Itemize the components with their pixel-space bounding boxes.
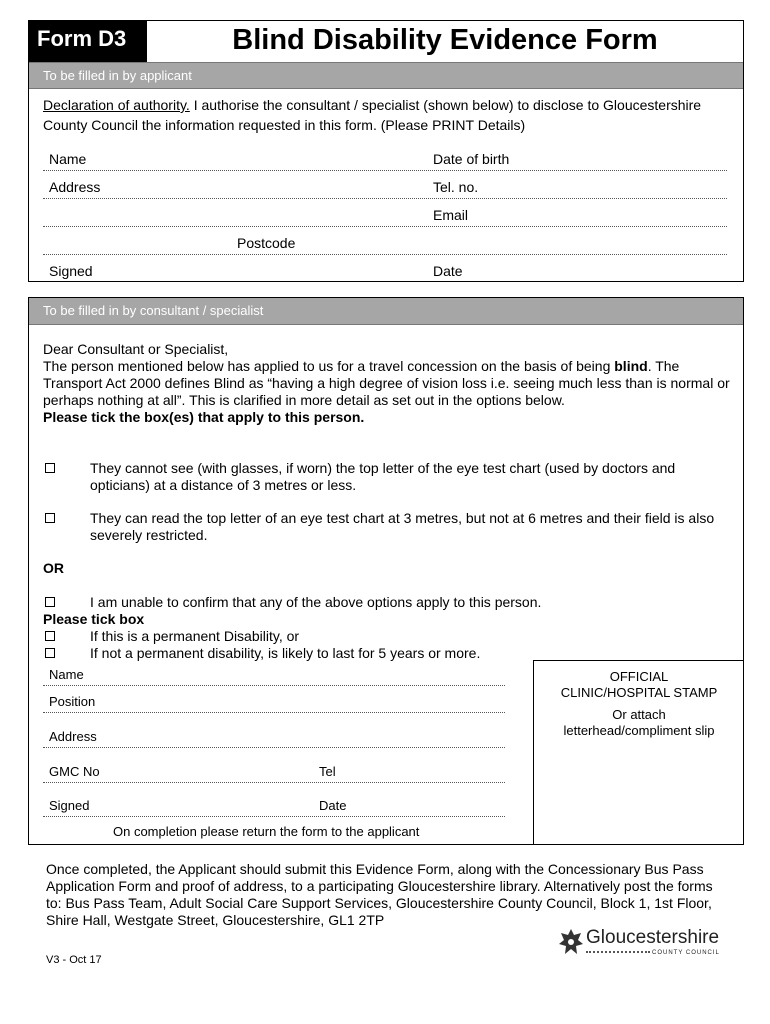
consultant-signed-field[interactable]: Signed — [49, 798, 90, 813]
consultant-row-signed — [43, 795, 505, 817]
consultant-date-field[interactable]: Date — [319, 798, 347, 813]
applicant-row-address — [43, 177, 727, 199]
applicant-postcode-field[interactable]: Postcode — [237, 235, 296, 251]
applicant-name-field[interactable]: Name — [49, 151, 87, 167]
form-code: Form D3 — [29, 21, 147, 62]
consultant-position-field[interactable]: Position — [49, 694, 96, 709]
stamp-alt: Or attach letterhead/compliment slip — [563, 707, 715, 738]
option-2-checkbox[interactable] — [45, 513, 55, 523]
duration-temporary-checkbox[interactable] — [45, 648, 55, 658]
declaration — [43, 95, 733, 135]
stamp-box — [533, 660, 744, 845]
duration-temporary-text: If not a permanent disability, is likely to last for 5 years or more. — [90, 645, 481, 661]
stamp-subtitle: CLINIC/HOSPITAL STAMP — [560, 685, 718, 700]
declaration-text: I authorise the consultant / specialist (shown below) to disclose to Gloucestershire County Council the information requested in this form. (Please PRINT Details) — [43, 97, 702, 133]
applicant-address-field[interactable]: Address — [49, 179, 101, 195]
option-1-text: They cannot see (with glasses, if worn) the top letter of the eye test chart (used by doctors and opticians) at a distance of 3 metres or less. — [90, 460, 676, 493]
duration-permanent — [43, 628, 733, 645]
page-title: Blind Disability Evidence Form — [232, 24, 658, 56]
council-logo — [558, 927, 733, 961]
consultant-address-field[interactable]: Address — [49, 729, 97, 744]
consultant-row-gmc — [43, 761, 505, 783]
applicant-section — [28, 20, 744, 282]
logo-name: Gloucestershire — [586, 927, 720, 948]
option-1-checkbox[interactable] — [45, 463, 55, 473]
applicant-signed-field[interactable]: Signed — [49, 263, 93, 279]
consultant-gmc-field[interactable]: GMC No — [49, 764, 100, 779]
tick-instruction: Please tick the box(es) that apply to this person. — [43, 409, 365, 425]
consultant-section — [28, 297, 744, 845]
footer-text: Once completed, the Applicant should submit this Evidence Form, along with the Concessionary Bus Pass Application Form and proof of address, to a participating Gloucestershire library. Alternatively post the forms to: Bus Pass Team, Adult Social Care Support Services, Gloucestershire County Council, Block 1, 1st Floor, Shire Hall, Westgate Street, Gloucestershire, GL1 2TP — [46, 861, 713, 928]
option-2 — [43, 510, 733, 544]
consultant-row-position — [43, 691, 505, 713]
applicant-row-email — [43, 205, 727, 227]
version-label: V3 - Oct 17 — [46, 954, 102, 966]
applicant-bar: To be filled in by applicant — [29, 62, 743, 89]
consultant-intro — [43, 341, 733, 426]
intro-paragraph: The person mentioned below has applied to us for a travel concession on the basis of being blind. The Transport Act 2000 defines Blind as “having a high degree of vision loss i.e. seeing much less than is normal or perhaps nothing at all”. This is clarified in more detail as set out in the options below. — [43, 358, 730, 408]
return-note: On completion please return the form to the applicant — [113, 824, 420, 839]
consultant-row-address — [43, 726, 505, 748]
applicant-email-field[interactable]: Email — [433, 207, 469, 223]
applicant-row-postcode — [43, 233, 727, 255]
or-label: OR — [43, 560, 64, 576]
option-1 — [43, 460, 733, 494]
option-2-text: They can read the top letter of an eye test chart at 3 metres, but not at 6 metres and their field is also severely restricted. — [90, 510, 715, 543]
declaration-heading: Declaration of authority. — [43, 97, 190, 113]
tick-box-label: Please tick box — [43, 611, 145, 627]
stamp-title: OFFICIAL — [609, 669, 669, 684]
applicant-tel-field[interactable]: Tel. no. — [433, 179, 479, 195]
applicant-dob-field[interactable]: Date of birth — [433, 151, 510, 167]
consultant-row-name — [43, 664, 505, 686]
applicant-row-signed — [43, 261, 727, 283]
duration-permanent-text: If this is a permanent Disability, or — [90, 628, 300, 644]
crest-icon — [558, 927, 584, 957]
option-unable-checkbox[interactable] — [45, 597, 55, 607]
consultant-bar: To be filled in by consultant / specialist — [29, 298, 743, 325]
applicant-date-field[interactable]: Date — [433, 263, 463, 279]
consultant-name-field[interactable]: Name — [49, 667, 84, 682]
option-unable-text: I am unable to confirm that any of the above options apply to this person. — [90, 594, 542, 610]
salutation: Dear Consultant or Specialist, — [43, 341, 229, 357]
applicant-row-name — [43, 149, 727, 171]
option-unable — [43, 594, 733, 611]
duration-permanent-checkbox[interactable] — [45, 631, 55, 641]
consultant-tel-field[interactable]: Tel — [319, 764, 336, 779]
logo-divider — [586, 951, 650, 953]
logo-subtitle: COUNTY COUNCIL — [652, 950, 720, 956]
